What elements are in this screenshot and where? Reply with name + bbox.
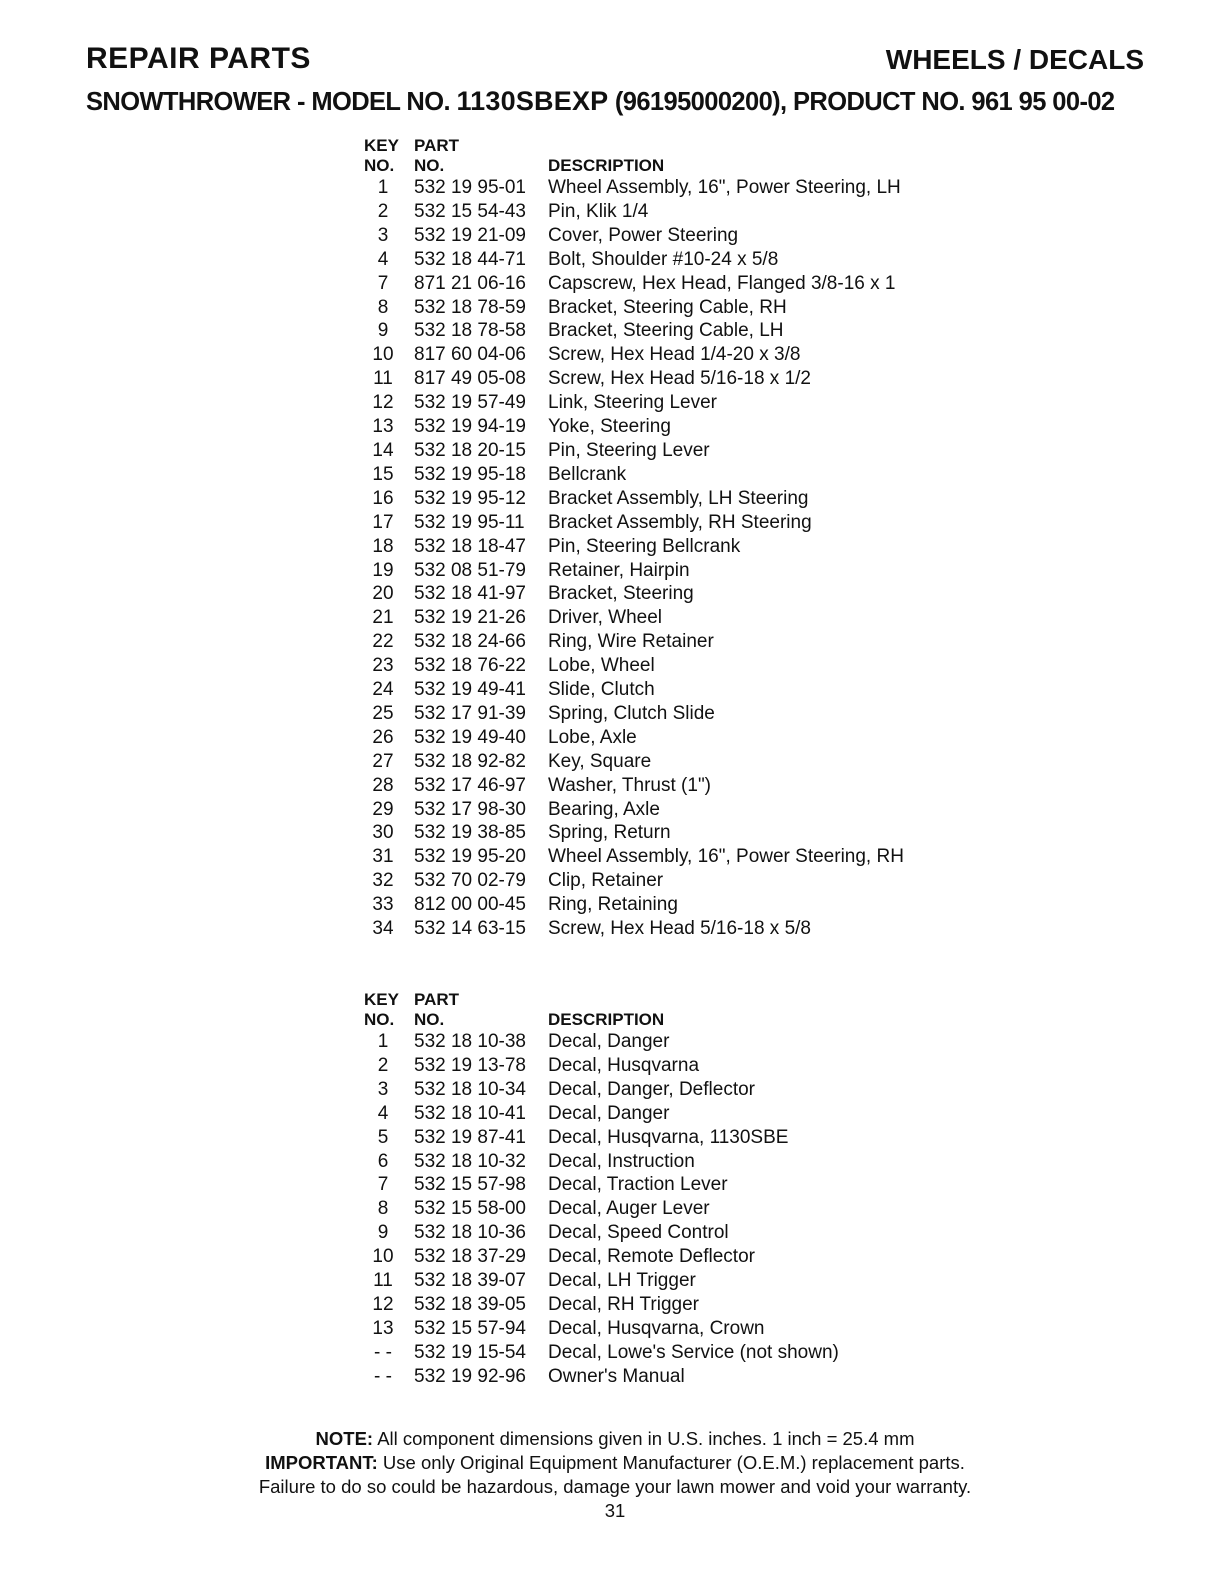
wheels-table-body — [364, 176, 904, 941]
table-row — [364, 391, 904, 415]
key-number: - - — [374, 1365, 392, 1387]
description-header: DESCRIPTION — [548, 1010, 665, 1029]
table-row — [364, 296, 904, 320]
note-text: All component dimensions given in U.S. inches. 1 inch = 25.4 mm — [373, 1428, 915, 1449]
part-number: 532 19 94-19 — [414, 416, 526, 438]
part-number: 532 19 95-20 — [414, 846, 526, 868]
part-number: 532 19 15-54 — [414, 1341, 526, 1363]
key-number: 21 — [372, 607, 394, 629]
part-description: Decal, Danger, Deflector — [548, 1078, 755, 1100]
part-number: 532 18 76-22 — [414, 655, 526, 677]
key-number: 3 — [377, 224, 389, 246]
part-description: Decal, RH Trigger — [548, 1293, 699, 1315]
part-description: Capscrew, Hex Head, Flanged 3/8-16 x 1 — [548, 272, 896, 294]
table-row — [364, 798, 904, 822]
table-row — [364, 630, 904, 654]
part-description: Wheel Assembly, 16", Power Steering, RH — [548, 846, 904, 868]
part-number: 871 21 06-16 — [414, 272, 526, 294]
wheels-parts-table — [364, 136, 904, 941]
part-description: Bracket Assembly, RH Steering — [548, 511, 812, 533]
part-description: Bracket, Steering Cable, LH — [548, 320, 784, 342]
important-text: Use only Original Equipment Manufacturer (O.E.M.) replacement parts. — [377, 1452, 965, 1473]
key-number: 6 — [377, 1150, 389, 1172]
table-row — [364, 845, 904, 869]
key-number: 33 — [372, 894, 394, 916]
key-number: 14 — [372, 439, 394, 461]
part-description: Clip, Retainer — [548, 870, 664, 892]
table-row — [364, 200, 904, 224]
key-number: 12 — [372, 1293, 394, 1315]
key-number: 32 — [372, 870, 394, 892]
part-number: 817 60 04-06 — [414, 344, 526, 366]
part-description: Owner's Manual — [548, 1365, 685, 1387]
table-row — [364, 343, 904, 367]
part-description: Yoke, Steering — [548, 416, 671, 438]
footer-notes — [0, 1427, 1212, 1499]
table-row — [364, 1054, 839, 1078]
part-number: 532 14 63-15 — [414, 918, 526, 940]
part-description: Decal, Instruction — [548, 1150, 695, 1172]
part-number: 532 18 41-97 — [414, 583, 526, 605]
part-description: Bearing, Axle — [548, 798, 660, 820]
key-number: 5 — [377, 1126, 389, 1148]
part-number: 812 00 00-45 — [414, 894, 526, 916]
key-number: 11 — [373, 1270, 393, 1292]
table-row — [364, 1173, 839, 1197]
part-number: 532 18 10-32 — [414, 1150, 526, 1172]
part-number: 532 18 18-47 — [414, 535, 526, 557]
key-number: 22 — [372, 631, 394, 653]
part-number: 532 15 58-00 — [414, 1198, 526, 1220]
key-header-line2: NO. — [364, 1010, 395, 1029]
key-number: 9 — [377, 320, 389, 342]
part-number: 532 18 92-82 — [414, 750, 526, 772]
part-header-line1: PART — [414, 990, 460, 1009]
key-number: 28 — [372, 774, 394, 796]
part-description: Bracket, Steering Cable, RH — [548, 296, 787, 318]
key-number: 8 — [377, 1198, 389, 1220]
table-row — [364, 319, 904, 343]
part-description: Driver, Wheel — [548, 607, 663, 629]
table-row — [364, 1102, 839, 1126]
part-description: Cover, Power Steering — [548, 224, 739, 246]
part-description: Retainer, Hairpin — [548, 559, 690, 581]
subtitle-model: 1130SBEXP — [456, 86, 609, 116]
table-row — [364, 1269, 839, 1293]
part-number: 532 18 10-38 — [414, 1031, 526, 1052]
table-row — [364, 272, 904, 296]
key-number: 25 — [372, 702, 394, 724]
table-row — [364, 1365, 839, 1389]
key-header-line2: NO. — [364, 156, 395, 175]
part-number: 532 18 78-58 — [414, 320, 526, 342]
part-number: 532 19 87-41 — [414, 1126, 526, 1148]
part-description: Decal, Lowe's Service (not shown) — [548, 1341, 839, 1363]
table-row — [364, 1293, 839, 1317]
part-description: Pin, Steering Lever — [548, 439, 710, 461]
part-number: 532 19 21-09 — [414, 224, 526, 246]
key-number: 13 — [372, 1317, 394, 1339]
table-row — [364, 1126, 839, 1150]
note-line — [0, 1427, 1212, 1451]
table-row — [364, 367, 904, 391]
table-row — [364, 893, 904, 917]
part-description: Decal, Speed Control — [548, 1222, 729, 1244]
part-description: Key, Square — [548, 750, 652, 772]
header-right-title: WHEELS / DECALS — [885, 44, 1144, 75]
part-number: 532 18 44-71 — [414, 248, 526, 270]
part-number: 532 19 38-85 — [414, 822, 526, 844]
table-row — [364, 606, 904, 630]
table-row — [364, 678, 904, 702]
key-number: 1 — [377, 177, 389, 198]
part-number: 532 19 49-41 — [414, 679, 526, 701]
key-number: 26 — [372, 726, 394, 748]
key-number: 34 — [372, 918, 394, 940]
key-number: 30 — [372, 822, 394, 844]
part-description: Decal, Auger Lever — [548, 1198, 710, 1220]
key-number: 9 — [377, 1222, 389, 1244]
part-number: 532 18 78-59 — [414, 296, 526, 318]
key-number: 13 — [372, 416, 394, 438]
key-number: 7 — [377, 1174, 389, 1196]
part-number: 532 17 46-97 — [414, 774, 526, 796]
part-description: Decal, LH Trigger — [548, 1270, 696, 1292]
part-number: 532 18 39-05 — [414, 1293, 526, 1315]
key-number: 15 — [372, 463, 394, 485]
header-left-title: REPAIR PARTS — [86, 42, 311, 75]
table-row — [364, 917, 904, 941]
table-row — [364, 1221, 839, 1245]
table-row — [364, 176, 904, 200]
part-description: Lobe, Axle — [548, 726, 637, 748]
table-row — [364, 1341, 839, 1365]
part-description: Decal, Danger — [548, 1031, 670, 1052]
part-number: 532 19 21-26 — [414, 607, 526, 629]
part-description: Lobe, Wheel — [548, 655, 655, 677]
part-number: 532 18 10-34 — [414, 1078, 526, 1100]
part-description: Wheel Assembly, 16", Power Steering, LH — [548, 177, 901, 198]
part-description: Bracket Assembly, LH Steering — [548, 487, 809, 509]
part-number: 532 18 20-15 — [414, 439, 526, 461]
table-row — [364, 535, 904, 559]
key-number: 8 — [377, 296, 389, 318]
table-row — [364, 224, 904, 248]
part-number: 532 18 24-66 — [414, 631, 526, 653]
table-row — [364, 559, 904, 583]
page-number: 31 — [604, 1500, 626, 1521]
table-row — [364, 1150, 839, 1174]
part-number: 532 19 95-18 — [414, 463, 526, 485]
part-number: 532 19 49-40 — [414, 726, 526, 748]
part-number: 532 19 57-49 — [414, 392, 526, 414]
decals-table-body — [364, 1030, 839, 1389]
key-number: 16 — [372, 487, 394, 509]
table-row — [364, 582, 904, 606]
part-description: Decal, Husqvarna, 1130SBE — [548, 1126, 789, 1148]
decals-parts-table — [364, 990, 839, 1389]
table-row — [364, 1078, 839, 1102]
table-row — [364, 463, 904, 487]
key-number: 11 — [373, 368, 393, 390]
part-description: Decal, Danger — [548, 1102, 670, 1124]
part-description: Spring, Clutch Slide — [548, 702, 715, 724]
part-number: 532 18 10-36 — [414, 1222, 526, 1244]
part-description: Bracket, Steering — [548, 583, 694, 605]
table-row — [364, 1245, 839, 1269]
part-number: 532 18 39-07 — [414, 1270, 526, 1292]
key-number: 12 — [372, 392, 394, 414]
part-number: 532 15 57-98 — [414, 1174, 526, 1196]
part-number: 532 19 95-12 — [414, 487, 526, 509]
important-line — [0, 1451, 1212, 1475]
key-header-line1: KEY — [364, 136, 399, 155]
part-header-line2: NO. — [414, 156, 445, 175]
key-number: 7 — [377, 272, 389, 294]
table-row — [364, 248, 904, 272]
key-number: 19 — [372, 559, 394, 581]
part-description: Link, Steering Lever — [548, 392, 717, 414]
part-number: 532 15 54-43 — [414, 200, 526, 222]
part-number: 532 18 37-29 — [414, 1246, 526, 1268]
table-row — [364, 1317, 839, 1341]
part-number: 532 17 91-39 — [414, 702, 526, 724]
table-row — [364, 415, 904, 439]
key-number: 3 — [377, 1078, 389, 1100]
part-number: 532 19 95-11 — [414, 511, 525, 533]
part-number: 532 15 57-94 — [414, 1317, 526, 1339]
table-row — [364, 439, 904, 463]
table-row — [364, 869, 904, 893]
part-description: Decal, Remote Deflector — [548, 1246, 755, 1268]
part-number: 532 70 02-79 — [414, 870, 526, 892]
key-number: 1 — [377, 1031, 389, 1052]
part-description: Decal, Husqvarna, Crown — [548, 1317, 765, 1339]
table-row — [364, 774, 904, 798]
key-header-line1: KEY — [364, 990, 399, 1009]
key-number: 24 — [372, 679, 394, 701]
subtitle-prefix: SNOWTHROWER - MODEL NO. — [86, 88, 457, 116]
warning-line: Failure to do so could be hazardous, damage your lawn mower and void your warranty. — [258, 1476, 972, 1497]
key-number: 27 — [372, 750, 394, 772]
key-number: 31 — [372, 846, 394, 868]
part-number: 532 18 10-41 — [414, 1102, 526, 1124]
note-label: NOTE: — [315, 1428, 374, 1449]
part-description: Washer, Thrust (1") — [548, 774, 712, 796]
key-number: 20 — [372, 583, 394, 605]
key-number: 2 — [377, 200, 389, 222]
key-number: 2 — [377, 1054, 389, 1076]
subtitle — [86, 86, 1144, 117]
part-number: 532 19 13-78 — [414, 1054, 526, 1076]
description-header: DESCRIPTION — [548, 156, 665, 175]
part-description: Decal, Traction Lever — [548, 1174, 728, 1196]
important-label: IMPORTANT: — [265, 1452, 378, 1473]
key-number: 4 — [377, 1102, 389, 1124]
table-row — [364, 654, 904, 678]
table-row — [364, 821, 904, 845]
table-row — [364, 1197, 839, 1221]
part-description: Decal, Husqvarna — [548, 1054, 700, 1076]
part-description: Ring, Retaining — [548, 894, 678, 916]
table-row — [364, 487, 904, 511]
part-header-line1: PART — [414, 136, 460, 155]
part-number: 532 19 95-01 — [414, 177, 526, 198]
part-description: Pin, Steering Bellcrank — [548, 535, 741, 557]
part-description: Screw, Hex Head 5/16-18 x 1/2 — [548, 368, 811, 390]
part-description: Pin, Klik 1/4 — [548, 200, 649, 222]
part-description: Bellcrank — [548, 463, 627, 485]
part-number: 817 49 05-08 — [414, 368, 526, 390]
key-number: 29 — [372, 798, 394, 820]
key-number: - - — [374, 1341, 392, 1363]
key-number: 17 — [372, 511, 394, 533]
part-header-line2: NO. — [414, 1010, 445, 1029]
part-number: 532 17 98-30 — [414, 798, 526, 820]
part-description: Bolt, Shoulder #10-24 x 5/8 — [548, 248, 779, 270]
part-description: Screw, Hex Head 5/16-18 x 5/8 — [548, 918, 811, 940]
part-description: Ring, Wire Retainer — [548, 631, 714, 653]
part-description: Spring, Return — [548, 822, 671, 844]
table-row — [364, 1030, 839, 1054]
key-number: 18 — [372, 535, 394, 557]
table-row — [364, 511, 904, 535]
subtitle-suffix: (96195000200), PRODUCT NO. 961 95 00-02 — [608, 88, 1115, 116]
part-description: Slide, Clutch — [548, 679, 655, 701]
table-row — [364, 702, 904, 726]
table-row — [364, 750, 904, 774]
key-number: 10 — [372, 1246, 394, 1268]
part-number: 532 08 51-79 — [414, 559, 526, 581]
part-description: Screw, Hex Head 1/4-20 x 3/8 — [548, 344, 801, 366]
part-number: 532 19 92-96 — [414, 1365, 526, 1387]
key-number: 10 — [372, 344, 394, 366]
key-number: 4 — [377, 248, 389, 270]
key-number: 23 — [372, 655, 394, 677]
table-row — [364, 726, 904, 750]
